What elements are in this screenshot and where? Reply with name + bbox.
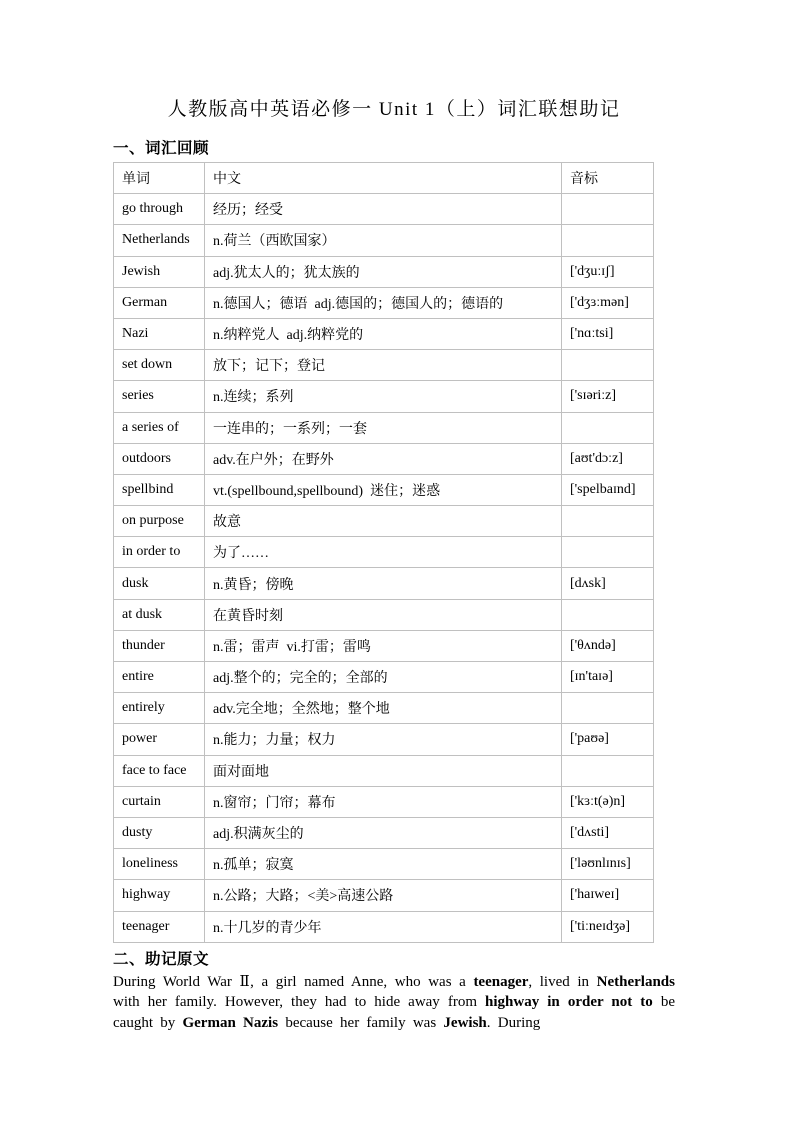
word-cell: on purpose	[114, 506, 205, 537]
chinese-cell: 故意	[205, 506, 562, 537]
table-row	[114, 662, 654, 693]
col-header-chinese: 中文	[205, 163, 562, 194]
table-row	[114, 568, 654, 599]
mnemonic-bold-text: highway in order not to	[485, 994, 653, 1011]
chinese-cell: adv.在户外；在野外	[205, 443, 562, 474]
phonetic-cell	[562, 693, 654, 724]
table-row	[114, 849, 654, 880]
table-row	[114, 287, 654, 318]
word-cell: series	[114, 381, 205, 412]
word-cell: dusty	[114, 817, 205, 848]
chinese-cell: n.雷；雷声 vi.打雷；雷鸣	[205, 630, 562, 661]
mnemonic-bold-text: German Nazis	[182, 1015, 279, 1032]
word-cell: highway	[114, 880, 205, 911]
phonetic-cell: ['haɪweɪ]	[562, 880, 654, 911]
phonetic-cell: [dʌsk]	[562, 568, 654, 599]
chinese-cell: adj.整个的；完全的；全部的	[205, 662, 562, 693]
chinese-cell: n.公路；大路；<美>高速公路	[205, 880, 562, 911]
chinese-cell: n.德国人；德语 adj.德国的；德国人的；德语的	[205, 287, 562, 318]
phonetic-cell: ['sɪəriːz]	[562, 381, 654, 412]
chinese-cell: n.十几岁的青少年	[205, 911, 562, 942]
phonetic-cell: ['tiːneɪdʒə]	[562, 911, 654, 942]
word-cell: Netherlands	[114, 225, 205, 256]
chinese-cell: adv.完全地；全然地；整个地	[205, 693, 562, 724]
phonetic-cell: ['nɑːtsi]	[562, 318, 654, 349]
phonetic-cell: [ɪn'taɪə]	[562, 662, 654, 693]
phonetic-cell: [aʊt'dɔːz]	[562, 443, 654, 474]
phonetic-cell: ['dʒɜːmən]	[562, 287, 654, 318]
chinese-cell: n.能力；力量；权力	[205, 724, 562, 755]
word-cell: entirely	[114, 693, 205, 724]
phonetic-cell	[562, 412, 654, 443]
word-cell: entire	[114, 662, 205, 693]
table-row	[114, 786, 654, 817]
table-row	[114, 443, 654, 474]
chinese-cell: 在黄昏时刻	[205, 599, 562, 630]
chinese-cell: n.黄昏；傍晚	[205, 568, 562, 599]
word-cell: teenager	[114, 911, 205, 942]
mnemonic-bold-text: Jewish	[443, 1015, 487, 1032]
chinese-cell: 面对面地	[205, 755, 562, 786]
phonetic-cell	[562, 599, 654, 630]
section-heading-vocab: 一、词汇回顾	[113, 140, 210, 157]
word-cell: loneliness	[114, 849, 205, 880]
mnemonic-text: , lived in	[528, 973, 597, 990]
phonetic-cell: ['dʌsti]	[562, 817, 654, 848]
phonetic-cell	[562, 506, 654, 537]
section-heading-mnemonic: 二、助记原文	[113, 950, 210, 968]
word-cell: outdoors	[114, 443, 205, 474]
chinese-cell: 为了……	[205, 537, 562, 568]
col-header-phonetic: 音标	[562, 163, 654, 194]
table-row	[114, 350, 654, 381]
chinese-cell: 经历；经受	[205, 194, 562, 225]
phonetic-cell	[562, 225, 654, 256]
chinese-cell: 一连串的；一系列；一套	[205, 412, 562, 443]
word-cell: face to face	[114, 755, 205, 786]
word-cell: in order to	[114, 537, 205, 568]
phonetic-cell	[562, 755, 654, 786]
word-cell: spellbind	[114, 474, 205, 505]
phonetic-cell	[562, 194, 654, 225]
phonetic-cell: ['θʌndə]	[562, 630, 654, 661]
chinese-cell: n.纳粹党人 adj.纳粹党的	[205, 318, 562, 349]
table-row	[114, 537, 654, 568]
chinese-cell: vt.(spellbound,spellbound) 迷住；迷惑	[205, 474, 562, 505]
mnemonic-text: During World War Ⅱ, a girl named Anne, who was a	[113, 973, 474, 990]
table-row	[114, 693, 654, 724]
mnemonic-text: . During	[486, 1015, 541, 1032]
table-row	[114, 630, 654, 661]
document-content	[113, 0, 675, 1034]
table-row	[114, 724, 654, 755]
mnemonic-bold-text: teenager	[473, 973, 529, 990]
phonetic-cell	[562, 537, 654, 568]
word-cell: German	[114, 287, 205, 318]
word-cell: Nazi	[114, 318, 205, 349]
table-row	[114, 256, 654, 287]
table-row	[114, 755, 654, 786]
vocab-table	[113, 162, 654, 943]
table-row	[114, 381, 654, 412]
word-cell: curtain	[114, 786, 205, 817]
chinese-cell: 放下；记下；登记	[205, 350, 562, 381]
phonetic-cell: ['dʒuːɪʃ]	[562, 256, 654, 287]
word-cell: at dusk	[114, 599, 205, 630]
chinese-cell: n.荷兰（西欧国家）	[205, 225, 562, 256]
table-row	[114, 412, 654, 443]
chinese-cell: n.孤单；寂寞	[205, 849, 562, 880]
mnemonic-text: with her family. However, they had to hide away from	[113, 994, 486, 1011]
table-header-row	[114, 163, 654, 194]
word-cell: Jewish	[114, 256, 205, 287]
word-cell: power	[114, 724, 205, 755]
mnemonic-bold-text: Netherlands	[596, 973, 675, 990]
word-cell: go through	[114, 194, 205, 225]
word-cell: thunder	[114, 630, 205, 661]
phonetic-cell: ['kɜːt(ə)n]	[562, 786, 654, 817]
table-row	[114, 474, 654, 505]
table-row	[114, 506, 654, 537]
table-row	[114, 318, 654, 349]
chinese-cell: n.窗帘；门帘；幕布	[205, 786, 562, 817]
page-title: 人教版高中英语必修一 Unit 1（上）词汇联想助记	[167, 99, 621, 120]
mnemonic-text: be caught by	[113, 994, 675, 1032]
table-row	[114, 599, 654, 630]
table-row	[114, 194, 654, 225]
phonetic-cell: ['spelbaɪnd]	[562, 474, 654, 505]
word-cell: dusk	[114, 568, 205, 599]
phonetic-cell: ['ləʊnlɪnɪs]	[562, 849, 654, 880]
col-header-word: 单词	[114, 163, 205, 194]
chinese-cell: adj.积满灰尘的	[205, 817, 562, 848]
mnemonic-text: because her family was	[278, 1015, 444, 1032]
mnemonic-paragraph	[113, 972, 675, 1034]
table-row	[114, 225, 654, 256]
phonetic-cell	[562, 350, 654, 381]
table-row	[114, 817, 654, 848]
word-cell: set down	[114, 350, 205, 381]
word-cell: a series of	[114, 412, 205, 443]
table-row	[114, 880, 654, 911]
chinese-cell: adj.犹太人的；犹太族的	[205, 256, 562, 287]
table-row	[114, 911, 654, 942]
chinese-cell: n.连续；系列	[205, 381, 562, 412]
phonetic-cell: ['paʊə]	[562, 724, 654, 755]
